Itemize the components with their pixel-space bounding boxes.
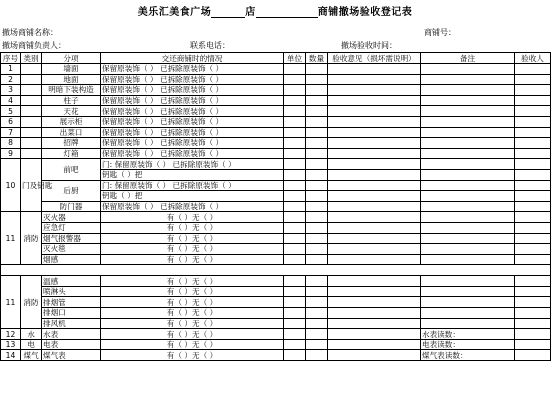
status-cell: 有（ ）无（ ） [101, 308, 284, 319]
opinion-cell[interactable] [328, 297, 421, 308]
category-cell [21, 64, 42, 75]
opinion-cell[interactable] [328, 191, 421, 202]
status-cell: 有（ ）无（ ） [101, 318, 284, 329]
unit-cell[interactable] [284, 106, 306, 117]
remark-cell[interactable] [421, 201, 515, 212]
opinion-cell[interactable] [328, 127, 421, 138]
remark-cell[interactable] [421, 308, 515, 319]
unit-cell[interactable] [284, 350, 306, 361]
remark-cell[interactable] [421, 74, 515, 85]
qty-cell[interactable] [306, 297, 328, 308]
item-cell: 地面 [42, 74, 101, 85]
item-cell: 电表 [42, 339, 101, 350]
page-gap [1, 265, 551, 276]
qty-cell[interactable] [306, 276, 328, 287]
opinion-cell[interactable] [328, 318, 421, 329]
remark-cell[interactable] [421, 169, 515, 180]
qty-cell[interactable] [306, 138, 328, 149]
unit-cell[interactable] [284, 286, 306, 297]
item-cell: 防门器 [42, 201, 101, 212]
opinion-cell[interactable] [328, 180, 421, 191]
receiver-cell[interactable] [515, 350, 551, 361]
col-unit: 单位 [284, 53, 306, 64]
status-cell: 有（ ）无（ ） [101, 244, 284, 255]
unit-cell[interactable] [284, 222, 306, 233]
table-row [1, 127, 551, 138]
table-row [1, 64, 551, 75]
category-cell [21, 85, 42, 96]
remark-cell[interactable] [421, 276, 515, 287]
status-cell: 保留原装饰（ ） 已拆除原装饰（ ） [101, 138, 284, 149]
qty-cell[interactable] [306, 191, 328, 202]
table-row [1, 286, 551, 297]
unit-cell[interactable] [284, 95, 306, 106]
unit-cell[interactable] [284, 201, 306, 212]
receiver-cell[interactable] [515, 191, 551, 202]
unit-cell[interactable] [284, 318, 306, 329]
table-row [1, 159, 551, 170]
col-remark: 备注 [421, 53, 515, 64]
table-row [1, 74, 551, 85]
status-cell: 保留原装饰（ ） 已拆除原装饰（ ） [101, 74, 284, 85]
status-cell: 钥匙（ ）把 [101, 191, 284, 202]
store-blank[interactable] [211, 6, 245, 18]
status-cell: 有（ ）无（ ） [101, 286, 284, 297]
remark-cell[interactable] [421, 85, 515, 96]
opinion-cell[interactable] [328, 95, 421, 106]
remark-cell[interactable] [421, 254, 515, 265]
table-row [1, 318, 551, 329]
opinion-cell[interactable] [328, 286, 421, 297]
table-row [1, 138, 551, 149]
seq-cell: 4 [1, 95, 21, 106]
category-cell [21, 95, 42, 106]
page-gap-row [1, 265, 551, 276]
seq-cell: 10 [1, 159, 21, 212]
unit-cell[interactable] [284, 191, 306, 202]
status-cell: 保留原装饰（ ） 已拆除原装饰（ ） [101, 95, 284, 106]
remark-cell[interactable] [421, 212, 515, 223]
item-cell: 喷淋头 [42, 286, 101, 297]
qty-cell[interactable] [306, 74, 328, 85]
qty-cell[interactable] [306, 106, 328, 117]
item-cell: 灭火器 [42, 212, 101, 223]
item-cell: 后厨 [42, 180, 101, 201]
unit-cell[interactable] [284, 276, 306, 287]
remark-cell[interactable] [421, 244, 515, 255]
title-brand: 美乐汇美食广场 [137, 7, 212, 18]
col-item: 分项 [42, 53, 101, 64]
acceptance-table [0, 52, 551, 361]
receiver-cell[interactable] [515, 222, 551, 233]
receiver-cell[interactable] [515, 106, 551, 117]
item-cell: 出菜口 [42, 127, 101, 138]
receiver-cell[interactable] [515, 138, 551, 149]
table-row [1, 201, 551, 212]
category-cell [21, 106, 42, 117]
remark-cell[interactable] [421, 64, 515, 75]
item-cell: 排烟管 [42, 297, 101, 308]
status-cell: 有（ ）无（ ） [101, 276, 284, 287]
seq-cell: 7 [1, 127, 21, 138]
category-cell [21, 74, 42, 85]
item-cell: 排烟口 [42, 308, 101, 319]
remark-cell[interactable] [421, 116, 515, 127]
qty-cell[interactable] [306, 222, 328, 233]
remark-cell[interactable] [421, 222, 515, 233]
receiver-cell[interactable] [515, 254, 551, 265]
receiver-cell[interactable] [515, 339, 551, 350]
unit-cell[interactable] [284, 64, 306, 75]
qty-cell[interactable] [306, 169, 328, 180]
receiver-cell[interactable] [515, 233, 551, 244]
remark-cell[interactable] [421, 297, 515, 308]
unit-cell[interactable] [284, 339, 306, 350]
item-cell: 烟感 [42, 254, 101, 265]
opinion-cell[interactable] [328, 138, 421, 149]
remark-cell[interactable] [421, 233, 515, 244]
status-cell: 门: 保留原装饰（ ） 已拆除原装饰（ ） [101, 159, 284, 170]
opinion-cell[interactable] [328, 254, 421, 265]
unit-cell[interactable] [284, 74, 306, 85]
category-cell: 电 [21, 339, 42, 350]
receiver-cell[interactable] [515, 297, 551, 308]
unit-cell[interactable] [284, 116, 306, 127]
qty-cell[interactable] [306, 116, 328, 127]
opinion-cell[interactable] [328, 74, 421, 85]
table-row [1, 95, 551, 106]
remark-cell[interactable]: 水表读数： [421, 329, 515, 340]
receiver-cell[interactable] [515, 169, 551, 180]
col-opinion: 验收意见（损坏需说明） [328, 53, 421, 64]
unit-cell[interactable] [284, 212, 306, 223]
receiver-cell[interactable] [515, 212, 551, 223]
table-row [1, 233, 551, 244]
table-row [1, 276, 551, 287]
opinion-cell[interactable] [328, 233, 421, 244]
remark-cell[interactable] [421, 106, 515, 117]
item-cell: 温感 [42, 276, 101, 287]
qty-cell[interactable] [306, 180, 328, 191]
status-cell: 有（ ）无（ ） [101, 350, 284, 361]
receiver-cell[interactable] [515, 64, 551, 75]
remark-cell[interactable] [421, 159, 515, 170]
receiver-cell[interactable] [515, 244, 551, 255]
time-label: 撤场验收时间： [341, 41, 397, 50]
receiver-cell[interactable] [515, 318, 551, 329]
receiver-cell[interactable] [515, 329, 551, 340]
qty-cell[interactable] [306, 148, 328, 159]
unit-cell[interactable] [284, 244, 306, 255]
qty-cell[interactable] [306, 244, 328, 255]
opinion-cell[interactable] [328, 339, 421, 350]
item-cell: 煤气表 [42, 350, 101, 361]
qty-cell[interactable] [306, 350, 328, 361]
remark-cell[interactable]: 电表读数： [421, 339, 515, 350]
table-row [1, 148, 551, 159]
table-row [1, 212, 551, 223]
receiver-cell[interactable] [515, 286, 551, 297]
category-cell: 消防 [21, 212, 42, 265]
remark-cell[interactable] [421, 286, 515, 297]
status-cell: 有（ ）无（ ） [101, 222, 284, 233]
receiver-cell[interactable] [515, 127, 551, 138]
opinion-cell[interactable] [328, 116, 421, 127]
seq-cell: 1 [1, 64, 21, 75]
status-cell: 有（ ）无（ ） [101, 297, 284, 308]
item-cell: 烟气报警器 [42, 233, 101, 244]
opinion-cell[interactable] [328, 169, 421, 180]
status-cell: 保留原装饰（ ） 已拆除原装饰（ ） [101, 106, 284, 117]
table-row [1, 329, 551, 340]
shop-name-label: 撤场商铺名称： [2, 28, 58, 37]
unit-cell[interactable] [284, 254, 306, 265]
status-cell: 保留原装饰（ ） 已拆除原装饰（ ） [101, 85, 284, 96]
qty-cell[interactable] [306, 159, 328, 170]
seq-cell: 13 [1, 339, 21, 350]
category-cell [21, 148, 42, 159]
table-row [1, 254, 551, 265]
receiver-cell[interactable] [515, 276, 551, 287]
store-name-blank[interactable] [256, 6, 318, 18]
remark-cell[interactable] [421, 318, 515, 329]
qty-cell[interactable] [306, 127, 328, 138]
status-cell: 有（ ）无（ ） [101, 329, 284, 340]
table-row [1, 308, 551, 319]
owner-label: 撤场商铺负责人： [2, 41, 66, 50]
remark-cell[interactable]: 煤气表读数： [421, 350, 515, 361]
qty-cell[interactable] [306, 95, 328, 106]
opinion-cell[interactable] [328, 212, 421, 223]
remark-cell[interactable] [421, 148, 515, 159]
table-row [1, 106, 551, 117]
seq-cell: 11 [1, 212, 21, 265]
receiver-cell[interactable] [515, 85, 551, 96]
table-row [1, 85, 551, 96]
table-row [1, 350, 551, 361]
qty-cell[interactable] [306, 201, 328, 212]
remark-cell[interactable] [421, 180, 515, 191]
unit-cell[interactable] [284, 329, 306, 340]
col-category: 类别 [21, 53, 42, 64]
opinion-cell[interactable] [328, 201, 421, 212]
status-cell: 保留原装饰（ ） 已拆除原装饰（ ） [101, 116, 284, 127]
category-cell [21, 138, 42, 149]
qty-cell[interactable] [306, 286, 328, 297]
opinion-cell[interactable] [328, 222, 421, 233]
unit-cell[interactable] [284, 148, 306, 159]
unit-cell[interactable] [284, 127, 306, 138]
table-row [1, 339, 551, 350]
table-header-row [1, 53, 551, 64]
qty-cell[interactable] [306, 254, 328, 265]
qty-cell[interactable] [306, 233, 328, 244]
remark-cell[interactable] [421, 138, 515, 149]
status-cell: 保留原装饰（ ） 已拆除原装饰（ ） [101, 64, 284, 75]
table-body [1, 53, 551, 361]
item-cell: 天花 [42, 106, 101, 117]
item-cell: 柱子 [42, 95, 101, 106]
remark-cell[interactable] [421, 127, 515, 138]
shop-no-label: 商铺号： [424, 28, 456, 37]
category-cell [21, 127, 42, 138]
table-row [1, 222, 551, 233]
qty-cell[interactable] [306, 308, 328, 319]
item-cell: 应急灯 [42, 222, 101, 233]
unit-cell[interactable] [284, 233, 306, 244]
table-row [1, 180, 551, 191]
receiver-cell[interactable] [515, 308, 551, 319]
opinion-cell[interactable] [328, 244, 421, 255]
opinion-cell[interactable] [328, 85, 421, 96]
seq-cell: 8 [1, 138, 21, 149]
table-row [1, 297, 551, 308]
unit-cell[interactable] [284, 169, 306, 180]
item-cell: 墙面 [42, 64, 101, 75]
item-cell: 招牌 [42, 138, 101, 149]
receiver-cell[interactable] [515, 148, 551, 159]
form-title [0, 3, 550, 18]
opinion-cell[interactable] [328, 148, 421, 159]
status-cell: 有（ ）无（ ） [101, 254, 284, 265]
receiver-cell[interactable] [515, 74, 551, 85]
table-row [1, 116, 551, 127]
item-cell: 灭火毯 [42, 244, 101, 255]
unit-cell[interactable] [284, 85, 306, 96]
receiver-cell[interactable] [515, 116, 551, 127]
title-store: 店 [245, 7, 256, 18]
seq-cell: 6 [1, 116, 21, 127]
unit-cell[interactable] [284, 308, 306, 319]
category-cell: 水 [21, 329, 42, 340]
receiver-cell[interactable] [515, 95, 551, 106]
receiver-cell[interactable] [515, 201, 551, 212]
unit-cell[interactable] [284, 138, 306, 149]
opinion-cell[interactable] [328, 350, 421, 361]
item-cell: 展示柜 [42, 116, 101, 127]
item-cell: 水表 [42, 329, 101, 340]
category-cell: 消防 [21, 276, 42, 329]
category-cell [21, 116, 42, 127]
opinion-cell[interactable] [328, 329, 421, 340]
table-row [1, 244, 551, 255]
qty-cell[interactable] [306, 318, 328, 329]
qty-cell[interactable] [306, 329, 328, 340]
seq-cell: 14 [1, 350, 21, 361]
col-receiver: 验收人 [515, 53, 551, 64]
status-cell: 保留原装饰（ ） 已拆除原装饰（ ） [101, 148, 284, 159]
status-cell: 门: 保留原装饰（ ） 已拆除原装饰（ ） [101, 180, 284, 191]
opinion-cell[interactable] [328, 276, 421, 287]
receiver-cell[interactable] [515, 180, 551, 191]
status-cell: 保留原装饰（ ） 已拆除原装饰（ ） [101, 201, 284, 212]
status-cell: 有（ ）无（ ） [101, 339, 284, 350]
remark-cell[interactable] [421, 191, 515, 202]
status-cell: 钥匙（ ）把 [101, 169, 284, 180]
col-status: 交还商铺时的情况 [101, 53, 284, 64]
seq-cell: 12 [1, 329, 21, 340]
col-qty: 数量 [306, 53, 328, 64]
item-cell: 明暗下装构造 [42, 85, 101, 96]
opinion-cell[interactable] [328, 308, 421, 319]
unit-cell[interactable] [284, 180, 306, 191]
col-seq: 序号 [1, 53, 21, 64]
status-cell: 保留原装饰（ ） 已拆除原装饰（ ） [101, 127, 284, 138]
item-cell: 灯箱 [42, 148, 101, 159]
opinion-cell[interactable] [328, 159, 421, 170]
title-form-name: 商铺撤场验收登记表 [317, 7, 413, 18]
opinion-cell[interactable] [328, 106, 421, 117]
qty-cell[interactable] [306, 85, 328, 96]
item-cell: 排风机 [42, 318, 101, 329]
seq-cell: 11 [1, 276, 21, 329]
qty-cell[interactable] [306, 212, 328, 223]
seq-cell: 3 [1, 85, 21, 96]
unit-cell[interactable] [284, 159, 306, 170]
receiver-cell[interactable] [515, 159, 551, 170]
seq-cell: 2 [1, 74, 21, 85]
item-cell: 前吧 [42, 159, 101, 180]
unit-cell[interactable] [284, 297, 306, 308]
category-cell: 门及钥匙 [21, 159, 42, 212]
status-cell: 有（ ）无（ ） [101, 212, 284, 223]
status-cell: 有（ ）无（ ） [101, 233, 284, 244]
seq-cell: 5 [1, 106, 21, 117]
qty-cell[interactable] [306, 64, 328, 75]
phone-label: 联系电话： [190, 41, 230, 50]
seq-cell: 9 [1, 148, 21, 159]
qty-cell[interactable] [306, 339, 328, 350]
remark-cell[interactable] [421, 95, 515, 106]
category-cell: 煤气 [21, 350, 42, 361]
opinion-cell[interactable] [328, 64, 421, 75]
